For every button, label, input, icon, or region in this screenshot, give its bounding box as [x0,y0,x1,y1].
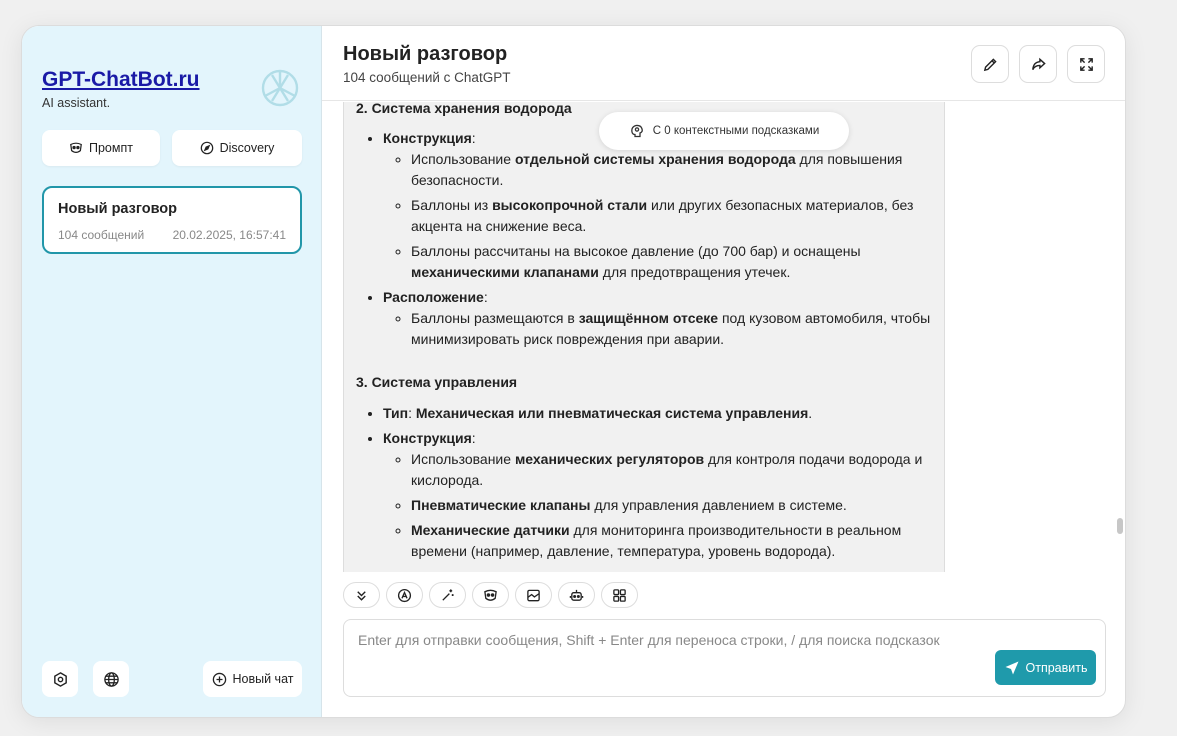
fullscreen-icon [1078,56,1095,73]
brain-icon [629,123,645,139]
conversation-title: Новый разговор [58,201,178,217]
discovery-label: Discovery [219,141,275,155]
settings-button[interactable] [42,661,78,697]
scrollbar-thumb[interactable] [1117,518,1123,534]
image-button[interactable] [515,582,552,608]
conversation-date: 20.02.2025, 16:57:41 [172,228,286,242]
share-button[interactable] [1019,45,1057,83]
list-item: • Тип: Механическая или пневматическая система управления. [383,403,932,424]
plus-circle-icon [212,672,227,687]
list-item: ◦ Использование механических регуляторов для контроля подачи водорода и кислорода. [411,449,932,491]
prompt-button[interactable] [42,130,160,166]
list-item: ◦ Баллоны из высокопрочной стали или других безопасных материалов, без акцента на снижение веса. [411,195,932,237]
section-heading: 2. Система хранения водорода [356,102,572,116]
context-hints-label: С 0 контекстными подсказками [652,125,820,137]
globe-icon [103,671,120,688]
brand-title[interactable]: GPT-ChatBot.ru [42,68,200,91]
mask-icon [483,588,498,603]
language-button[interactable] [93,661,129,697]
magic-button[interactable] [429,582,466,608]
list-item: ◦ Использование отдельной системы хранения водорода для повышения безопасности. [411,149,932,191]
edit-button[interactable] [971,45,1009,83]
input-toolbar [343,582,638,608]
fullscreen-button[interactable] [1067,45,1105,83]
grid-icon [612,588,627,603]
settings-icon [52,671,69,688]
masks-button[interactable] [472,582,509,608]
share-icon [1030,56,1047,73]
prompt-label: Промпт [89,141,133,155]
compass-icon [200,141,214,155]
conversation-card[interactable] [42,186,302,254]
list-item: • Конструкция: ◦ Использование механических регуляторов для контроля подачи водорода и кислорода. ◦ Пневматические клапаны для управления давлением в системе. ◦ Механические датчики для мониторинга производительности в реальном времени (например, давление, температура, уровень водорода). [383,428,932,562]
new-chat-button[interactable] [203,661,302,697]
new-chat-label: Новый чат [232,672,294,686]
brand-subtitle: AI assistant. [42,96,111,110]
list-item: ◦ Механические датчики для мониторинга производительности в реальном времени (например, давление, температура, уровень водорода). [411,520,932,562]
list-item: ◦ Баллоны рассчитаны на высокое давление (до 700 бар) и оснащены механическими клапанами для предотвращения утечек. [411,241,932,283]
app-window [21,25,1126,718]
chat-header [322,26,1126,101]
message-composer [343,619,1106,697]
send-button[interactable] [995,650,1096,685]
list-item: ◦ Баллоны размещаются в защищённом отсеке под кузовом автомобиля, чтобы минимизировать риск повреждения при аварии. [411,308,932,350]
list-item: • Конструкция: ◦ Использование отдельной системы хранения водорода для повышения безопасности. ◦ Баллоны из высокопрочной стали или других безопасных материалов, без акцента на снижение веса. ◦ Баллоны рассчитаны на высокое давление (до 700 бар) и оснащены механическими клапанами для предотвращения утечек. [383,128,932,283]
message-input[interactable] [344,620,1105,696]
image-icon [526,588,541,603]
robot-button[interactable] [558,582,595,608]
send-label: Отправить [1025,660,1088,675]
scroll-down-button[interactable] [343,582,380,608]
sidebar [22,26,322,717]
discovery-button[interactable] [172,130,302,166]
conversation-count: 104 сообщений [58,228,145,242]
chevrons-down-icon [354,588,369,603]
context-hints-pill[interactable] [599,112,849,150]
chat-title: Новый разговор [343,43,508,65]
openai-logo-icon [258,66,302,110]
section-heading: 3. Система управления [356,374,518,390]
list-item: ◦ Пневматические клапаны для управления давлением в системе. [411,495,932,516]
plugins-button[interactable] [601,582,638,608]
mask-icon [69,141,83,155]
chat-subtitle: 104 сообщений с ChatGPT [343,70,511,85]
assistant-message [343,102,945,572]
main-panel [322,26,1126,717]
message-list[interactable] [322,102,1126,572]
edit-icon [982,56,999,73]
model-icon [397,588,412,603]
magic-wand-icon [440,588,455,603]
list-item: • Расположение: ◦ Баллоны размещаются в защищённом отсеке под кузовом автомобиля, чтобы минимизировать риск повреждения при аварии. [383,287,932,350]
send-icon [1004,660,1020,676]
model-button[interactable] [386,582,423,608]
robot-icon [569,588,584,603]
